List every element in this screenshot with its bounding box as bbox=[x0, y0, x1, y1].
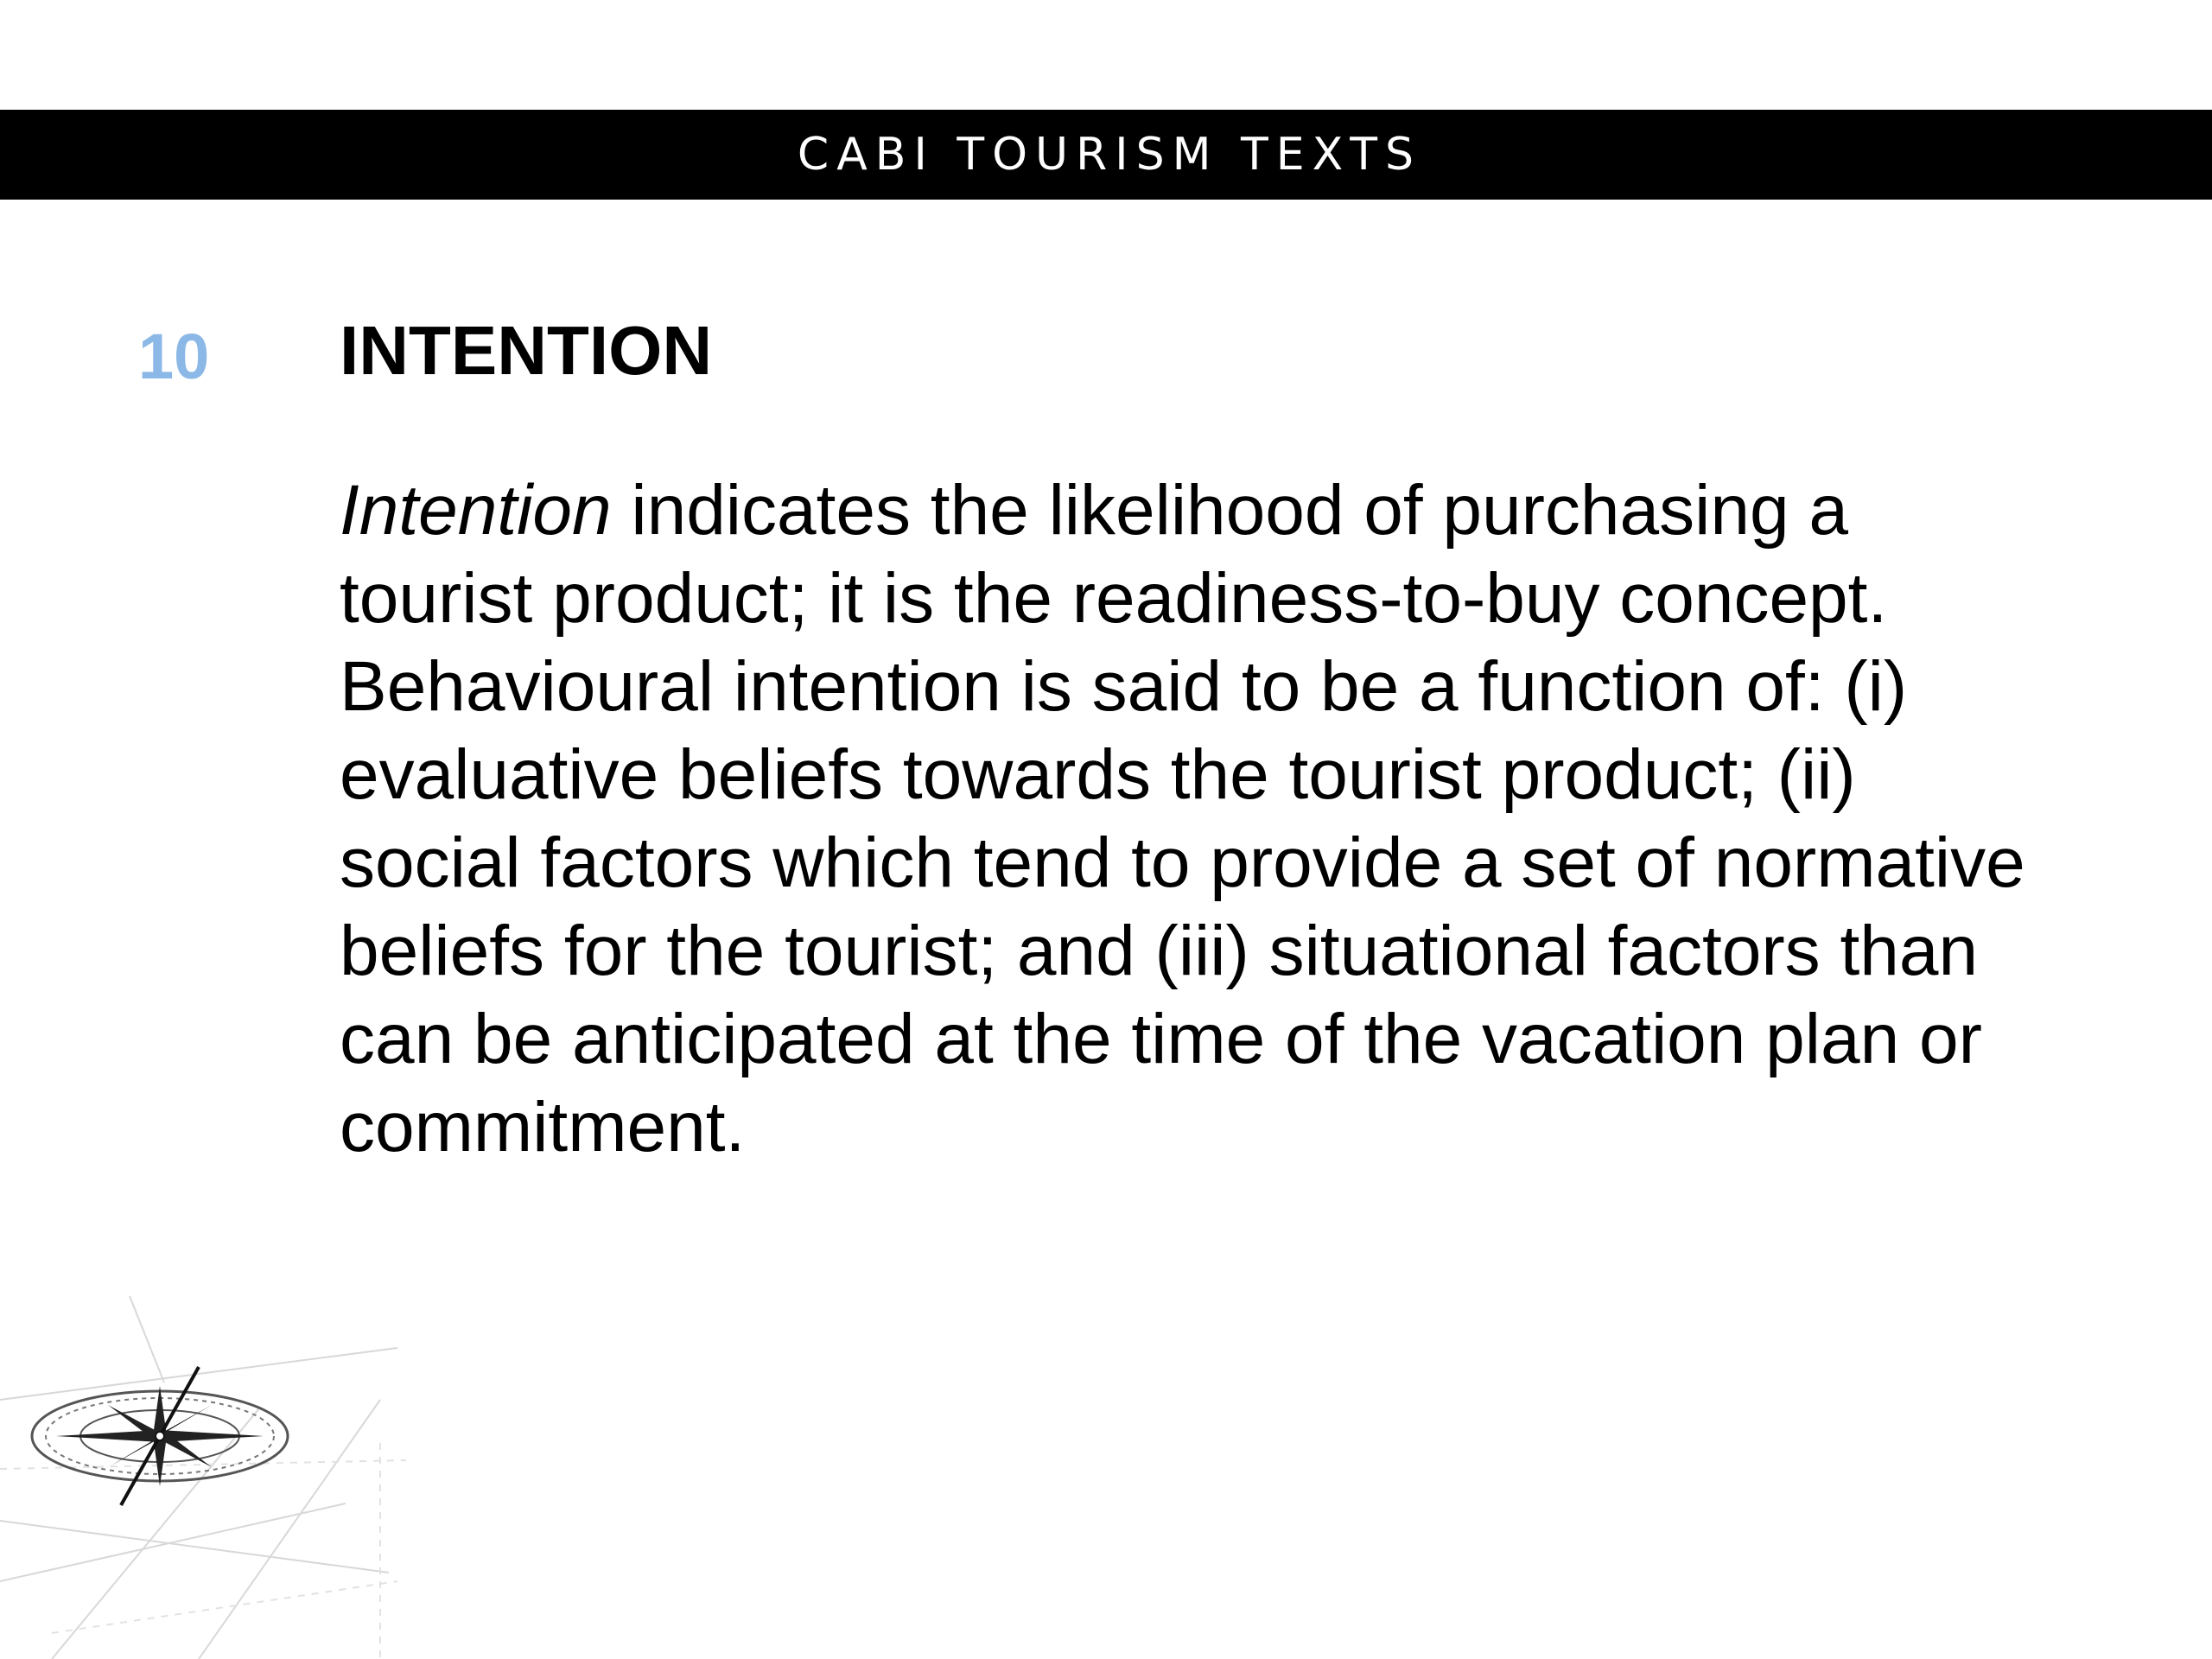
header-bar bbox=[0, 110, 2212, 200]
entry-heading: INTENTION bbox=[340, 312, 713, 389]
entry-definition bbox=[340, 467, 2033, 1172]
definition-text: indicates the likelihood of purchasing a tourist product; it is the readiness-to-buy concept. Behavioural intention is said to be a function of: (i) evaluative beliefs towards the tourist product; (ii) social factors which tend to provide a set of normative beliefs for the tourist; and (iii) situational factors than can be anticipated at the time of the vacation plan or commitment. bbox=[340, 471, 2025, 1166]
series-title: CABI TOURISM TEXTS bbox=[797, 129, 1422, 181]
map-grid-lines bbox=[0, 1296, 397, 1659]
compass-rose-icon bbox=[0, 1296, 406, 1659]
compass-rose bbox=[32, 1367, 288, 1505]
entry-number: 10 bbox=[138, 321, 210, 392]
defined-term: Intention bbox=[340, 471, 612, 550]
